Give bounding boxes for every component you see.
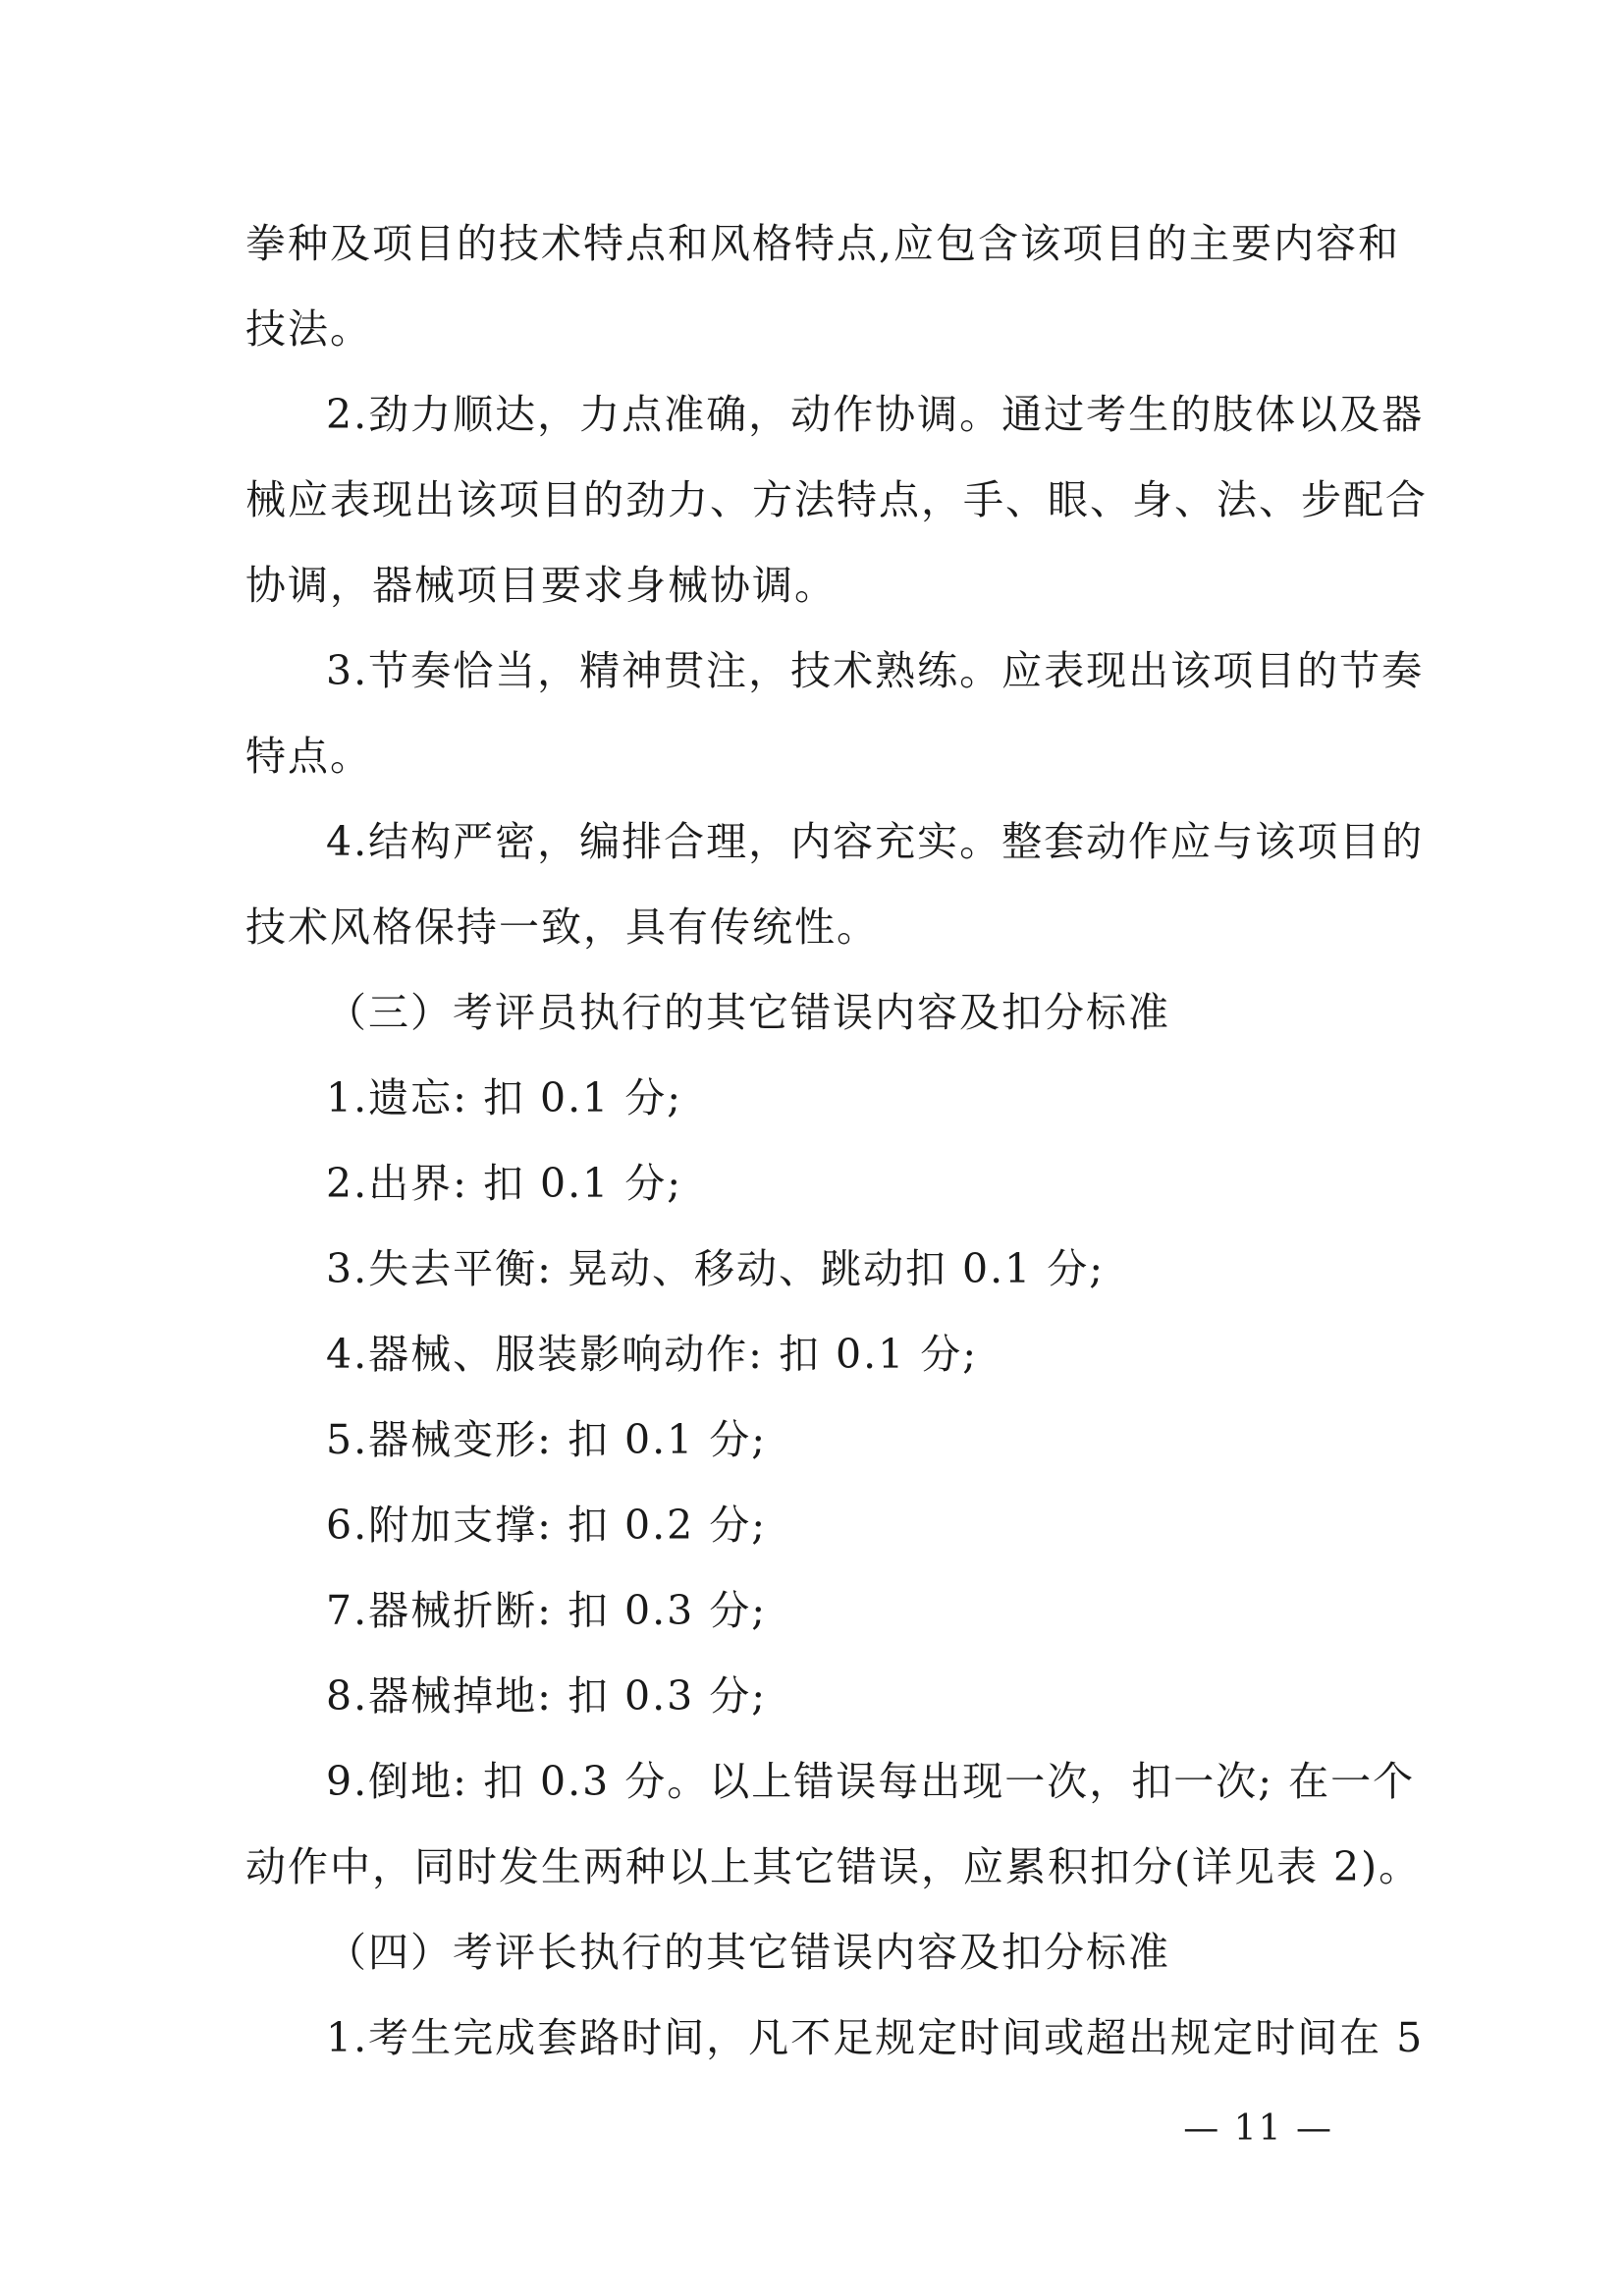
list-item: 1.考生完成套路时间，凡不足规定时间或超出规定时间在 5 xyxy=(326,2014,1425,2061)
text-line: 械应表现出该项目的劲力、方法特点，手、眼、身、法、步配合 xyxy=(245,476,1428,523)
body-text xyxy=(245,201,1428,2081)
list-item: 1.遗忘: 扣 0.1 分; xyxy=(326,1074,683,1121)
section-heading: （三）考评员执行的其它错误内容及扣分标准 xyxy=(326,989,1170,1036)
list-item: 2.出界: 扣 0.1 分; xyxy=(326,1160,683,1207)
list-item: 6.附加支撑: 扣 0.2 分; xyxy=(326,1502,768,1549)
text-line: 3.节奏恰当，精神贯注，技术熟练。应表现出该项目的节奏 xyxy=(326,647,1425,694)
text-line: 4.结构严密，编排合理，内容充实。整套动作应与该项目的 xyxy=(326,818,1425,865)
list-item: 5.器械变形: 扣 0.1 分; xyxy=(326,1416,768,1463)
text-line: 技法。 xyxy=(245,305,372,353)
list-item: 9.倒地: 扣 0.3 分。以上错误每出现一次，扣一次; 在一个 xyxy=(326,1758,1416,1805)
list-item: 8.器械掉地: 扣 0.3 分; xyxy=(326,1672,768,1720)
section-heading: （四）考评长执行的其它错误内容及扣分标准 xyxy=(326,1929,1170,1976)
page-number: — 11 — xyxy=(1183,2108,1333,2149)
text-line: 技术风格保持一致，具有传统性。 xyxy=(245,903,879,951)
text-line: 拳种及项目的技术特点和风格特点,应包含该项目的主要内容和 xyxy=(245,220,1401,267)
text-line: 特点。 xyxy=(245,733,372,780)
text-line: 动作中，同时发生两种以上其它错误，应累积扣分(详见表 2)。 xyxy=(245,1843,1422,1890)
text-line: 2.劲力顺达，力点准确，动作协调。通过考生的肢体以及器 xyxy=(326,391,1425,438)
list-item: 7.器械折断: 扣 0.3 分; xyxy=(326,1587,768,1634)
list-item: 3.失去平衡: 晃动、移动、跳动扣 0.1 分; xyxy=(326,1245,1106,1292)
text-line: 协调，器械项目要求身械协调。 xyxy=(245,562,837,609)
list-item: 4.器械、服装影响动作: 扣 0.1 分; xyxy=(326,1331,979,1378)
